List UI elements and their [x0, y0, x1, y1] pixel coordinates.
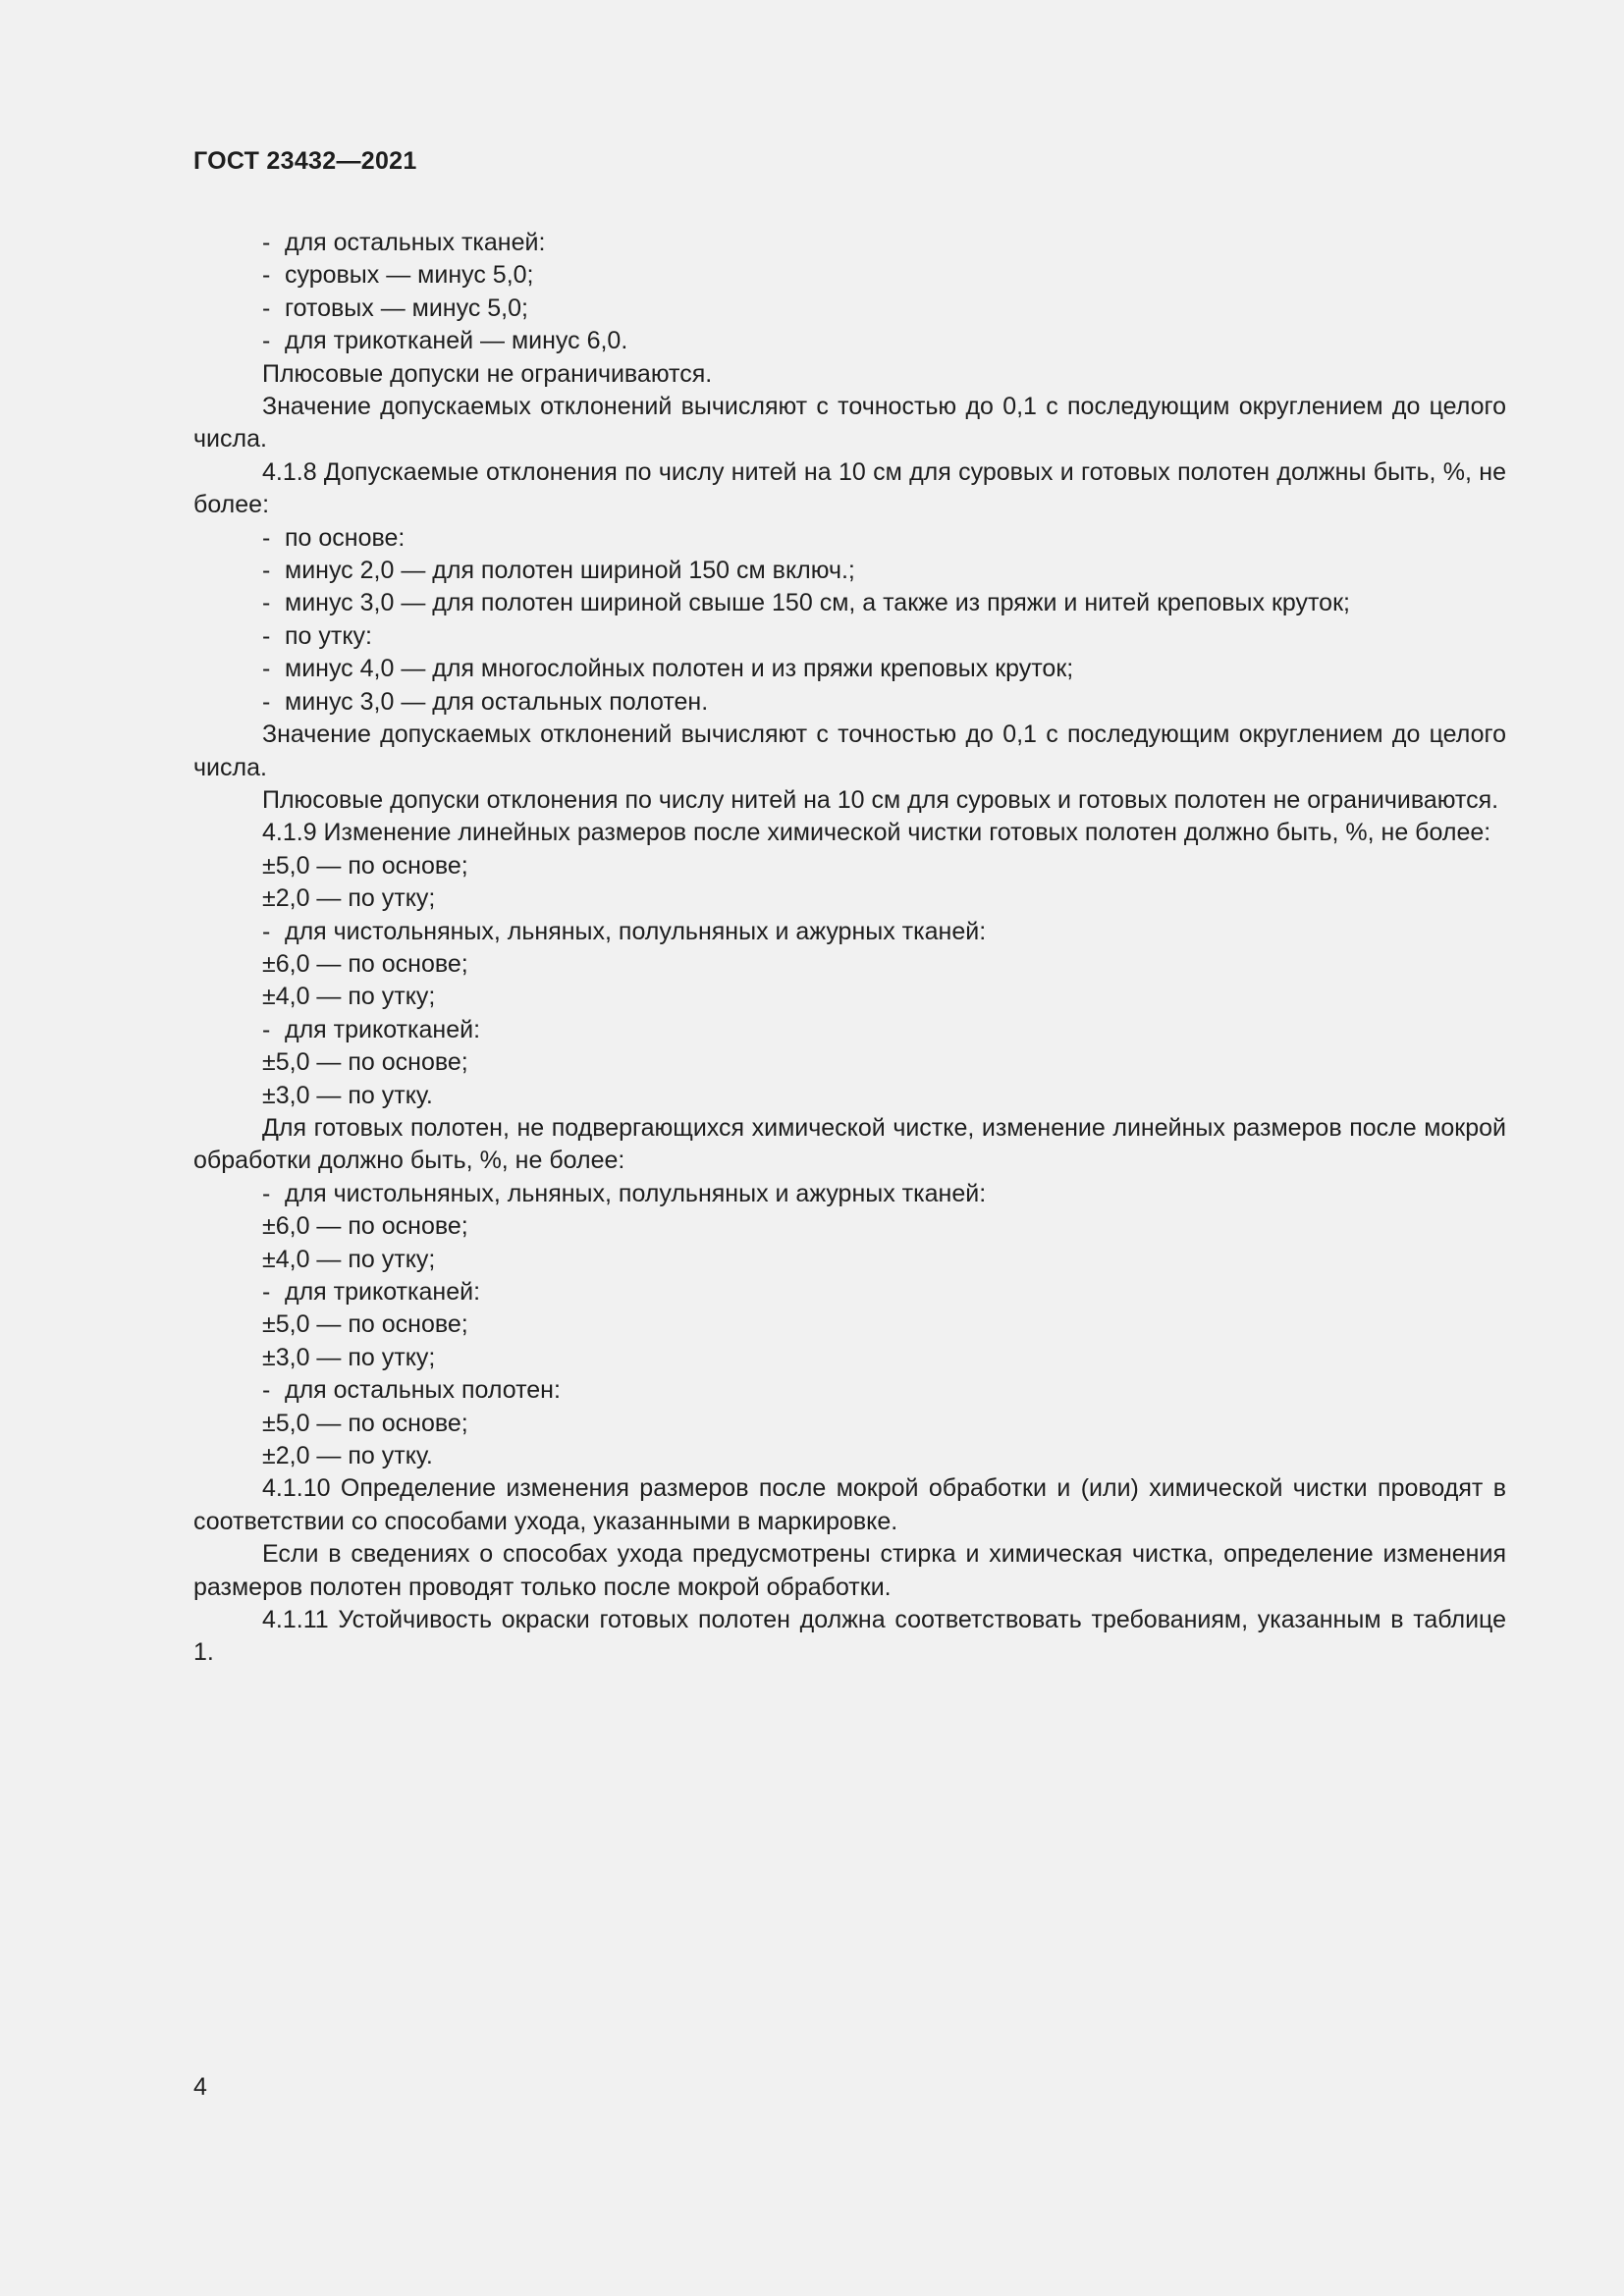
paragraph: Значение допускаемых отклонений вычисляют с точностью до 0,1 с последующим округлением до целого числа. — [193, 393, 1506, 454]
text-line: ±3,0 — по утку. — [262, 1081, 433, 1109]
clause-4-1-8: 4.1.8 Допускаемые отклонения по числу нитей на 10 см для суровых и готовых полотен должны быть, %, не более: — [193, 457, 1506, 519]
list-item: - для остальных полотен: — [193, 1374, 1506, 1407]
list-item: - для трикотканей: — [193, 1014, 1506, 1046]
list-item: - для остальных тканей: — [193, 227, 1506, 259]
text-line: ±6,0 — по основе; — [262, 1212, 468, 1241]
clause-4-1-10: 4.1.10 Определение изменения размеров после мокрой обработки и (или) химической чистки проводят в соответствии со способами ухода, указанными в маркировке. — [193, 1474, 1506, 1535]
paragraph: Значение допускаемых отклонений вычисляют с точностью до 0,1 с последующим округлением до целого числа. — [193, 721, 1506, 781]
text-line: ±2,0 — по утку. — [262, 1442, 433, 1470]
text-line: ±5,0 — по основе; — [262, 1310, 468, 1339]
list-item: - для трикотканей: — [193, 1276, 1506, 1308]
text-line: ±2,0 — по утку; — [262, 884, 436, 913]
text-line: ±5,0 — по основе; — [262, 1048, 468, 1077]
list-item: - минус 3,0 — для остальных полотен. — [193, 686, 1506, 719]
text-line: ±3,0 — по утку; — [262, 1343, 436, 1371]
text-line: ±6,0 — по основе; — [262, 949, 468, 978]
list-item: - готовых — минус 5,0; — [193, 293, 1506, 325]
text-line: ±5,0 — по основе; — [262, 1409, 468, 1437]
list-item: - минус 2,0 — для полотен шириной 150 см включ.; — [193, 555, 1506, 587]
paragraph: Для готовых полотен, не подвергающихся химической чистке, изменение линейных размеров после мокрой обработки должно быть, %, не более: — [193, 1113, 1506, 1175]
list-item: - минус 3,0 — для полотен шириной свыше 150 см, а также из пряжи и нитей креповых круток; — [193, 587, 1506, 619]
clause-4-1-9: 4.1.9 Изменение линейных размеров после химической чистки готовых полотен должно быть, %, не более: — [262, 819, 1491, 847]
list-item: - по утку: — [193, 620, 1506, 653]
list-item: - минус 4,0 — для многослойных полотен и из пряжи креповых круток; — [193, 653, 1506, 685]
text-line: ±4,0 — по утку; — [262, 983, 436, 1011]
list-item: - суровых — минус 5,0; — [193, 259, 1506, 292]
paragraph: Если в сведениях о способах ухода предусмотрены стирка и химическая чистка, определение изменения размеров полотен проводят только после мокрой обработки. — [193, 1540, 1506, 1601]
clause-4-1-11: 4.1.11 Устойчивость окраски готовых полотен должна соответствовать требованиям, указанным в таблице 1. — [193, 1606, 1506, 1667]
paragraph: Плюсовые допуски отклонения по числу нитей на 10 см для суровых и готовых полотен не ограничиваются. — [262, 785, 1499, 814]
document-body — [193, 227, 1506, 1670]
list-item: - для чистольняных, льняных, полульняных и ажурных тканей: — [193, 1178, 1506, 1210]
page-number: 4 — [193, 2073, 207, 2101]
document-header: ГОСТ 23432—2021 — [193, 147, 417, 175]
text-line: ±4,0 — по утку; — [262, 1245, 436, 1273]
list-item: - по основе: — [193, 522, 1506, 555]
text-line: Плюсовые допуски не ограничиваются. — [262, 359, 713, 388]
text-line: ±5,0 — по основе; — [262, 851, 468, 880]
list-item: - для трикотканей — минус 6,0. — [193, 325, 1506, 357]
list-item: - для чистольняных, льняных, полульняных и ажурных тканей: — [193, 916, 1506, 948]
